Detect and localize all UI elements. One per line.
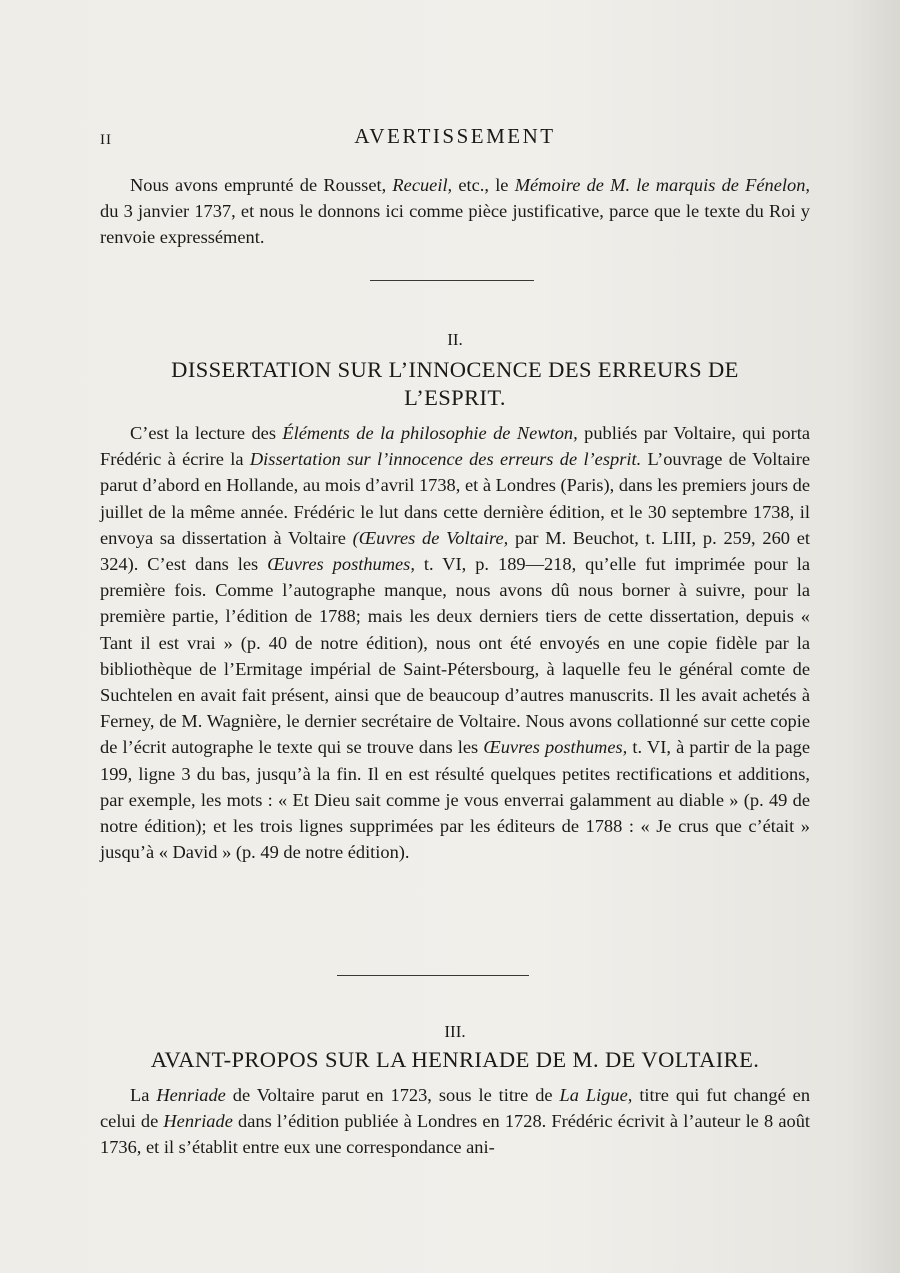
body-text: titre qui fut changé en celui de (100, 1085, 811, 1132)
section-title (100, 356, 810, 412)
body-text: t. VI, p. 189—218, qu’elle fut imprimée pour la première fois. Comme l’autographe manque, nous avons dû nous borner à suivre, pour la première partie, l’édition de 1788; mais les deux derniers tiers de cette dissertation, depuis « Tant il est vrai » (p. 40 de notre édition), nous ont été envoyés en une copie fidèle par la bibliothèque de l’Ermitage impérial de Saint-Pétersbourg, à laquelle feu le général comte de Suchtelen en avait fait présent, ainsi que de beaucoup d’autres manuscrits. Il les avait achetés à Ferney, de M. Wagnière, le dernier secrétaire de Voltaire. Nous avons collationné sur cette copie de l’écrit autographe le texte qui se trouve dans les (100, 554, 810, 758)
intro-italic: Recueil, (392, 175, 453, 195)
section-title-line: DISSERTATION SUR L’INNOCENCE DES ERREURS DE (171, 357, 739, 382)
body-text: C’est la lecture des (130, 423, 283, 443)
page-header (100, 124, 810, 154)
body-text: dans l’édition publiée à Londres en 1728. Frédéric écrivit à l’auteur le 8 août 1736, et il s’établit entre eux une correspondance ani- (100, 1111, 810, 1158)
body-text: de Voltaire parut en 1723, sous le titre de (225, 1085, 560, 1105)
body-italic: (Œuvres de Voltaire, (352, 527, 509, 548)
intro-text: Nous avons emprunté de Rousset, (130, 175, 393, 195)
body-text: La (130, 1085, 157, 1105)
section-number: II. (447, 330, 463, 349)
body-italic: Henriade (163, 1111, 233, 1132)
section-number: III. (444, 1022, 466, 1041)
intro-text: du 3 janvier 1737, et nous le donnons ici comme pièce justificative, parce que le texte du Roi y renvoie expressément. (100, 201, 810, 248)
body-text: par M. Beuchot, t. LIII, p. 259, 260 et 324). C’est dans les (100, 527, 810, 575)
section-title: AVANT-PROPOS SUR LA HENRIADE DE M. DE VOLTAIRE. (150, 1047, 760, 1072)
section-divider (337, 975, 529, 976)
section-divider (370, 280, 534, 281)
intro-text: etc., le (452, 175, 515, 195)
body-italic: Dissertation sur l’innocence des erreurs de l’esprit. (249, 449, 642, 470)
body-italic: Henriade (156, 1085, 226, 1105)
body-italic: La Ligue, (559, 1085, 633, 1105)
body-text: L’ouvrage de Voltaire parut d’abord en Hollande, au mois d’avril 1738, et à Londres (Paris), dans les premiers jours de juillet de la même année. Frédéric le lut dans cette dernière édition, et le 30 septembre 1738, il envoya sa dissertation à Voltaire (100, 449, 810, 548)
body-text: t. VI, à partir de la page 199, ligne 3 du bas, jusqu’à la fin. Il en est résulté quelques petites rectifications et additions, par exemple, les mots : « Et Dieu sait comme je vous enverrai galamment au diable » (p. 49 de notre édition); et les trois lignes supprimées par les éditeurs de 1788 : « Je crus que c’était » jusqu’à « David » (p. 49 de notre édition). (100, 737, 810, 863)
body-italic: Éléments de la philosophie de Newton, (282, 423, 578, 443)
page-number: II (100, 132, 112, 148)
intro-paragraph (100, 172, 810, 251)
section-paragraph (100, 420, 810, 865)
section-paragraph (100, 1082, 810, 1161)
running-title: AVERTISSEMENT (354, 124, 556, 148)
intro-italic: Mémoire de M. le marquis de Fénelon, (514, 175, 810, 195)
section-title-line: L’ESPRIT. (404, 385, 506, 410)
body-italic: Œuvres posthumes, (267, 554, 415, 575)
body-text: publiés par Voltaire, qui porta Frédéric à écrire la (100, 423, 810, 470)
body-italic: Œuvres posthumes, (483, 737, 628, 758)
